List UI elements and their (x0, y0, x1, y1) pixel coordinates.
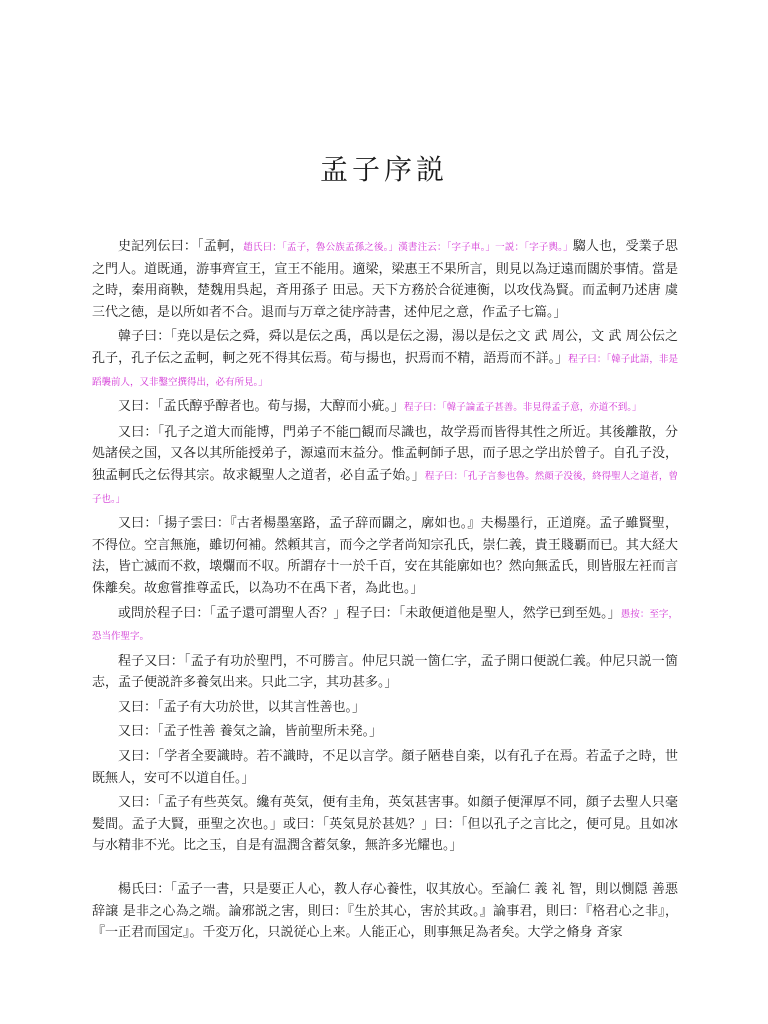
paragraph (92, 326, 678, 393)
paragraph (92, 746, 678, 789)
document-body (92, 236, 678, 947)
paragraph-text: 又曰：「孟子有大功於世，以其言性善也。」 (118, 699, 366, 715)
annotation-note: 程子曰：「韓子此語，非是蹈襲前人，又非鑿空撰得出，必有所見。」 (92, 353, 678, 388)
annotation-note: 程子曰：「孔子言参也魯。然顔子没後，終得聖人之道者，曾子也。」 (92, 470, 678, 505)
paragraph-text: 又曰：「孟子性善 養気之論，皆前聖所未発。」 (118, 724, 383, 740)
paragraph-text-continued: 騶人也，受業子思之門人。道既通，游事齊宣王，宣王不能用。適梁，梁惠王不果所言，則見以為迂遠而闊於事情。當是之時，秦用商鞅，楚魏用呉起，斉用孫子 田忌。天下方務於合従連衡，以攻伐為賢。而孟軻乃述唐 虞 三代之徳，是以所如者不合。退而与万章之徒序詩書，述仲尼之意，作孟子七篇。」 (92, 239, 678, 320)
paragraph-text: 又曰：「揚子雲曰：『古者楊墨塞路，孟子辞而闢之，廓如也。』夫楊墨行，正道廃。孟子雖賢聖，不得位。空言無施，雖切何補。然頼其言，而今之学者尚知宗孔氏，崇仁義，貴王賤覇而已。其大経大法，皆亡滅而不救，壊爛而不収。所謂存十一於千百，安在其能廓如也？然向無孟氏，則皆服左衽而言侏離矣。故愈嘗推尊孟氏，以為功不在禹下者，為此也。」 (92, 516, 678, 596)
annotation-note: 程子曰：「韓子論孟子甚善。非見得孟子意，亦道不到。」 (404, 402, 642, 414)
paragraph-text: 又曰：「学者全要識時。若不識時，不足以言学。顔子陋巷自楽，以有孔子在焉。若孟子之時，世既無人，安可不以道自任。」 (92, 749, 678, 786)
paragraph (92, 721, 678, 743)
paragraph-text: 韓子曰：「尭以是伝之舜，舜以是伝之禹，禹以是伝之湯，湯以是伝之文 武 周公，文 武 周公伝之孔子，孔子伝之孟軻，軻之死不得其伝焉。荀与揚也，択焉而不精，語焉而不詳。」 (92, 329, 678, 366)
paragraph (92, 651, 678, 694)
paragraph-text: 又曰：「孟氏醇乎醇者也。荀与揚，大醇而小疵。」 (118, 399, 405, 415)
paragraph (92, 792, 678, 857)
paragraph-text: 史記列伝曰：「孟軻， (118, 239, 244, 254)
annotation-note: 愚按：至字，恐当作聖字。 (92, 608, 678, 643)
paragraph-text: 楊氏曰：「孟子一書，只是要正人心，教人存心養性，収其放心。至論仁 義 礼 智，則以惻隠 善悪 辞譲 是非之心為之端。論邪説之害，則曰：『生於其心，害於其政。』論事君，則曰：『格君心之非』，『一正君而国定』。千変万化，只説従心上来。人能正心，則事無足為者矣。大学之脩身 斉家 (92, 882, 678, 941)
paragraph-text: 又曰：「孔子之道大而能博，門弟子不能□観而尽識也，故学焉而皆得其性之所近。其後離散，分処諸侯之国，又各以其所能授弟子，源遠而末益分。惟孟軻師子思，而子思之学出於曾子。自孔子没，独孟軻氏之伝得其宗。故求観聖人之道者，必自孟子始。」 (92, 424, 678, 483)
paragraph (92, 396, 678, 419)
paragraph (92, 603, 678, 648)
paragraph (92, 236, 678, 323)
paragraph-text: 或問於程子曰：「孟子還可謂聖人否？」程子曰：「未敢便道他是聖人，然学已到至処。」 (118, 605, 621, 621)
paragraph (92, 879, 678, 944)
paragraph-text: 又曰：「孟子有些英気。纔有英気，便有圭角，英気甚害事。如顔子便渾厚不同，顔子去聖人只毫髪間。孟子大賢，亜聖之次也。」或曰：「英気見於甚処？」曰：「但以孔子之言比之，便可見。且如冰与水精非不光。比之玉，自是有温潤含蓄気象，無許多光耀也。」 (92, 795, 678, 854)
paragraph-text: 程子又曰：「孟子有功於聖門，不可勝言。仲尼只説一箇仁字，孟子開口便説仁義。仲尼只説一箇志，孟子便説許多養気出来。只此二字，其功甚多。」 (92, 653, 678, 691)
annotation-note: 趙氏曰：「孟子，魯公族孟孫之後。」漢書注云：「字子車。」一説：「字子輿。」 (243, 242, 573, 253)
page-title: 孟子序説 (319, 153, 448, 186)
paragraph (92, 697, 678, 719)
paragraph (92, 422, 678, 510)
paragraph (92, 513, 678, 599)
